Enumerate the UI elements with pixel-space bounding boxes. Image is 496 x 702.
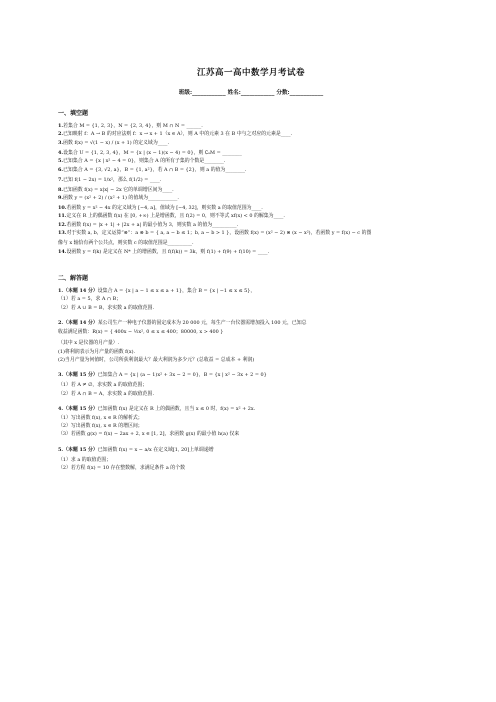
solve-question-line xyxy=(58,382,444,388)
question-text: （1）若 A ≠ ∅，求实数 a 的取值范围； xyxy=(58,382,148,389)
page-title: 江苏高一高中数学月考试卷 xyxy=(196,68,305,78)
question-text: 已知函数 f(x) = x|x| − 2x 它的单调增区间为____. xyxy=(63,186,174,193)
question-text: （2）若 A ∪ B = B，求实数 a 的取值范围. xyxy=(58,304,155,311)
question-text: 若函数 f(x) = |x + 1| + |2x + a| 的最小值为 3，则实数 a 的值为__________. xyxy=(66,221,239,228)
fill-question-continuation xyxy=(58,240,444,246)
question-number: 12. xyxy=(58,221,67,228)
solve-question xyxy=(58,288,444,311)
solve-question xyxy=(58,320,444,363)
question-text: （1）若 a = 5，求 A ∩ B； xyxy=(58,296,122,303)
question-text: (2)当月产量为何值时，公司所获利润最大？最大利润为多少元？(总收益 = 总成本 + 利润) xyxy=(58,357,255,364)
question-number: 6. xyxy=(58,166,64,173)
question-text: （3）若函数 g(x) = f(x) − 2ax + 2, x ∈ [1, 2]，求函数 g(x) 的最小值 h(a) 仅来 xyxy=(58,431,240,438)
question-number: 7. xyxy=(58,176,64,183)
question-text: 已知集合 A = {3, √2, a}，B = {1, a²}，若 A ∩ B = {2}，则 a 的值为________. xyxy=(63,166,247,173)
fill-question xyxy=(58,195,444,202)
fill-question xyxy=(58,222,444,228)
fill-question xyxy=(58,230,444,237)
solve-question xyxy=(58,372,444,397)
question-text: 设集合 U = {1, 2, 3, 4}，M = {x | (x − 1)(x − 4) = 0}，则 ∁ᵤM = ________ xyxy=(63,149,242,156)
solve-question-line xyxy=(58,340,444,346)
question-number: 5. xyxy=(58,158,64,165)
question-text: （其中 x 是仪器的月产量）. xyxy=(58,340,120,347)
fill-question xyxy=(58,150,444,156)
question-number: 2.（本题 14 分） xyxy=(58,320,98,327)
fill-question xyxy=(58,167,444,174)
question-text: 对于实数 a, b，定义运算“⊗”：a ⊗ b = { a, a − b ≤ 1；b, a − b > 1 }，设函数 f(x) = (x² − 2) ⊗ (x − x²)，若函数 y = f(x) − c 的图 xyxy=(66,230,372,237)
question-number: 9. xyxy=(58,194,64,201)
question-number: 5.（本题 15 分） xyxy=(58,446,98,453)
question-number: 3. xyxy=(58,139,64,146)
fill-question xyxy=(58,158,444,164)
question-text: 设集合 A = {x | a − 1 ≤ x ≤ a + 1}，集合 B = {x | −1 ≤ x ≤ 5}， xyxy=(97,287,256,294)
solve-question-line xyxy=(58,329,444,336)
fill-question xyxy=(58,131,444,137)
solve-question xyxy=(58,447,444,472)
solve-question-line xyxy=(58,288,444,294)
question-text: 若函数 y = x² − 4x 的定义域为 [−4, a]，值域为 [−4, 32]，则实数 a 的取值范围为____. xyxy=(66,204,263,211)
student-info-line: 班级:____________ 姓名:____________ 分数:____________ xyxy=(178,90,324,96)
question-text: 已知集合 A = {x | x² − 4 = 0}，则集合 A 的所有子集的个数是________. xyxy=(63,158,226,165)
question-text: 定义在 R 上的偶函数 f(x) 在 [0, +∞) 上是增函数，且 f(2) = 0，则不等式 xf(x) < 0 的解集为____. xyxy=(66,213,285,220)
fill-question xyxy=(58,140,444,147)
question-text: 已知函数 f(x) = x − a/x 在定义域[1, 20]上单调递增 xyxy=(97,446,214,453)
fill-question xyxy=(58,249,444,255)
solve-question-line xyxy=(58,305,444,311)
question-number: 13. xyxy=(58,230,67,237)
section-heading-fill: 一、填空题 xyxy=(58,110,89,117)
solve-question-line xyxy=(58,447,444,454)
question-text: (1)将利润表示为月产量的函数 f(x). xyxy=(58,348,136,355)
question-number: 4. xyxy=(58,149,64,156)
question-text: 函数 f(x) = √(1 − x) / (x + 1) 的定义域为____. xyxy=(63,139,170,146)
question-number: 3.（本题 15 分） xyxy=(58,372,98,379)
solve-question-line xyxy=(58,296,444,302)
solve-question-line xyxy=(58,406,444,412)
solve-question-line xyxy=(58,357,444,363)
solve-question-line xyxy=(58,457,444,463)
question-text: （1）求 a 的取值范围； xyxy=(58,456,112,463)
question-number: 1.（本题 14 分） xyxy=(58,287,98,294)
question-number: 4.（本题 15 分） xyxy=(58,406,98,413)
question-number: 2. xyxy=(58,131,64,138)
question-text: （1）写出函数 f(x), x ∈ R 的解析式； xyxy=(58,414,143,421)
question-text: 某公司生产一种电子仪器的固定成本为 20 000 元，每生产一台仪器需增加投入 100 元，已知总 xyxy=(97,320,307,327)
fill-question xyxy=(58,205,444,211)
question-text: 已知映射 f：A → B 的对应法则 f：x → x + 1（x ∈ A），则 A 中的元素 3 在 B 中与之对应的元素是____. xyxy=(63,131,293,138)
solve-question-line xyxy=(58,391,444,397)
question-text: 函数 y = (x² + 2) / (x² + 1) 的值域为____________. xyxy=(63,194,179,201)
solve-question xyxy=(58,406,444,437)
solve-question-line xyxy=(58,423,444,429)
question-number: 11. xyxy=(58,213,67,220)
question-number: 14. xyxy=(58,248,67,255)
question-text: 像与 x 轴恰有两个公共点，则实数 c 的取值范围是__________. xyxy=(58,240,194,247)
solve-question-line xyxy=(58,349,444,355)
question-text: 设函数 y = f(k) 是定义在 N* 上的增函数，且 f(f(k)) = 3k，则 f(1) + f(9) + f(10) = ____. xyxy=(66,248,270,255)
fill-question xyxy=(58,177,444,184)
fill-question-list xyxy=(58,123,444,255)
question-text: 已知集合 A = {x | (a − 1)x² + 3x − 2 = 0}，B = {x | x² − 3x + 2 = 0} xyxy=(97,372,267,379)
solve-question-line xyxy=(58,372,444,379)
fill-question xyxy=(58,187,444,193)
question-number: 10. xyxy=(58,204,67,211)
question-text: 已知函数 f(x) 是定义在 R 上的偶函数，且当 x ≤ 0 时，f(x) = x² + 2x. xyxy=(97,406,256,413)
solve-question-line xyxy=(58,465,444,471)
fill-question xyxy=(58,213,444,219)
question-text: （2）写出函数 f(x), x ∈ R 的增区间； xyxy=(58,423,143,430)
question-text: 收益满足函数：R(x) = { 400x − ½x², 0 ≤ x ≤ 400；80000, x > 400 } xyxy=(58,329,224,336)
solve-question-line xyxy=(58,320,444,326)
question-number: 8. xyxy=(58,186,64,193)
question-number: 1. xyxy=(58,123,64,129)
question-text: 已知 f(1 − 2x) = 1/x²，那么 f(1/2) = ____. xyxy=(63,176,162,183)
solve-question-line xyxy=(58,415,444,421)
fill-question xyxy=(58,123,444,129)
question-text: （2）若方程 f(x) = 10 存在整数解，求满足条件 a 的个数 xyxy=(58,465,185,472)
question-text: 若集合 M = {1, 2, 3}，N = {2, 3, 4}，则 M ∩ N = ______. xyxy=(63,123,203,129)
solve-question-line xyxy=(58,431,444,437)
section-heading-solve: 二、解答题 xyxy=(58,274,89,282)
question-text: （2）若 A ∩ B = A，求实数 a 的取值范围. xyxy=(58,390,155,397)
